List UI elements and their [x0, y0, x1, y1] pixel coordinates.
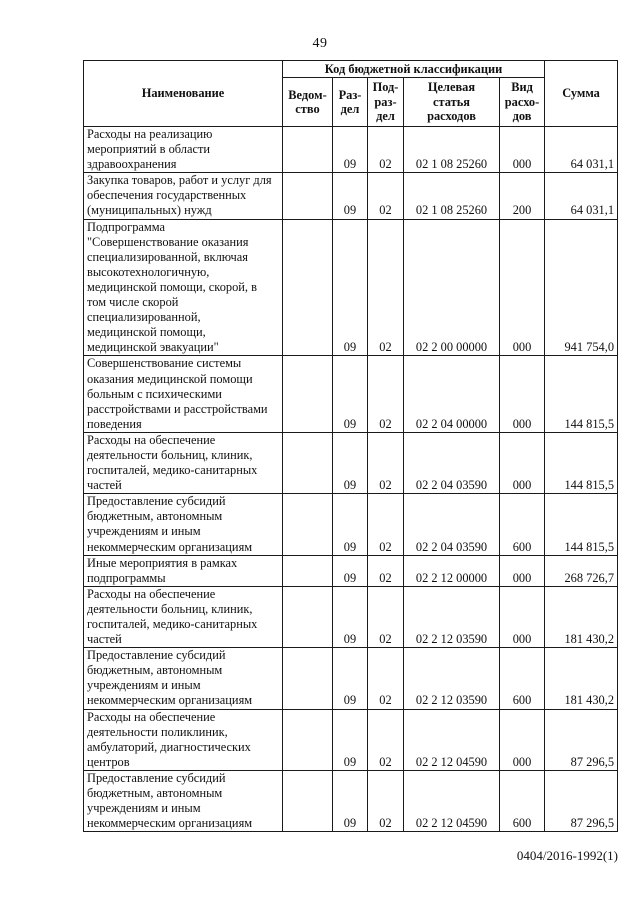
row-subsection: 02 — [368, 648, 404, 709]
table-row — [84, 356, 618, 432]
row-section: 09 — [333, 555, 368, 586]
row-department — [283, 586, 333, 647]
row-sum: 181 430,2 — [545, 648, 618, 709]
row-section: 09 — [333, 770, 368, 831]
row-target-article: 02 1 08 25260 — [404, 173, 500, 219]
table-row — [84, 709, 618, 770]
header-subsection: Под- раз- дел — [368, 78, 404, 127]
row-name: Иные мероприятия в рамках подпрограммы — [84, 555, 283, 586]
row-subsection: 02 — [368, 432, 404, 493]
row-target-article: 02 2 00 00000 — [404, 219, 500, 356]
table-body — [84, 127, 618, 832]
document-code: 0404/2016-1992(1) — [516, 848, 618, 863]
row-expense-type: 000 — [500, 709, 545, 770]
row-name: Предоставление субсидий бюджетным, автономным учреждениям и иным некоммерческим организациям — [84, 648, 283, 709]
row-department — [283, 494, 333, 555]
table-row — [84, 127, 618, 173]
row-expense-type: 000 — [500, 432, 545, 493]
page-number: 49 — [312, 36, 328, 51]
row-subsection: 02 — [368, 494, 404, 555]
table-row — [84, 173, 618, 219]
row-department — [283, 173, 333, 219]
row-target-article: 02 2 12 04590 — [404, 770, 500, 831]
row-sum: 87 296,5 — [545, 770, 618, 831]
row-target-article: 02 1 08 25260 — [404, 127, 500, 173]
row-sum: 144 815,5 — [545, 356, 618, 432]
row-name: Закупка товаров, работ и услуг для обеспечения государственных (муниципальных) нужд — [84, 173, 283, 219]
row-sum: 144 815,5 — [545, 432, 618, 493]
row-subsection: 02 — [368, 219, 404, 356]
header-section: Раз- дел — [333, 78, 368, 127]
row-subsection: 02 — [368, 586, 404, 647]
row-section: 09 — [333, 432, 368, 493]
row-expense-type: 000 — [500, 356, 545, 432]
row-name: Совершенствование системы оказания медицинской помощи больным с психическими расстройствами и расстройствами поведения — [84, 356, 283, 432]
row-department — [283, 219, 333, 356]
row-target-article: 02 2 12 04590 — [404, 709, 500, 770]
row-sum: 181 430,2 — [545, 586, 618, 647]
row-target-article: 02 2 12 03590 — [404, 586, 500, 647]
row-section: 09 — [333, 494, 368, 555]
row-sum: 64 031,1 — [545, 173, 618, 219]
header-sum: Сумма — [545, 61, 618, 127]
row-department — [283, 770, 333, 831]
row-section: 09 — [333, 127, 368, 173]
table-row — [84, 555, 618, 586]
row-name: Расходы на обеспечение деятельности поликлиник, амбулаторий, диагностических центров — [84, 709, 283, 770]
row-name: Расходы на реализацию мероприятий в области здравоохранения — [84, 127, 283, 173]
header-target-article: Целевая статья расходов — [404, 78, 500, 127]
table-row — [84, 219, 618, 356]
row-department — [283, 555, 333, 586]
row-sum: 64 031,1 — [545, 127, 618, 173]
table-row — [84, 586, 618, 647]
row-name: Подпрограмма "Совершенствование оказания специализированной, включая высокотехнологичную, медицинской помощи, скорой, в том числе скорой специализированной, медицинской помощи, медицинской эвакуации" — [84, 219, 283, 356]
table-row — [84, 648, 618, 709]
row-sum: 87 296,5 — [545, 709, 618, 770]
row-expense-type: 600 — [500, 648, 545, 709]
table-row — [84, 494, 618, 555]
row-target-article: 02 2 04 03590 — [404, 432, 500, 493]
row-department — [283, 432, 333, 493]
row-section: 09 — [333, 173, 368, 219]
header-expense-type: Вид расхо- дов — [500, 78, 545, 127]
row-sum: 144 815,5 — [545, 494, 618, 555]
row-subsection: 02 — [368, 709, 404, 770]
row-subsection: 02 — [368, 173, 404, 219]
row-department — [283, 648, 333, 709]
row-subsection: 02 — [368, 770, 404, 831]
budget-table — [83, 60, 618, 832]
row-subsection: 02 — [368, 127, 404, 173]
row-sum: 941 754,0 — [545, 219, 618, 356]
header-budget-classification-code: Код бюджетной классификации — [283, 61, 545, 78]
row-expense-type: 600 — [500, 494, 545, 555]
row-target-article: 02 2 04 00000 — [404, 356, 500, 432]
row-section: 09 — [333, 648, 368, 709]
row-target-article: 02 2 12 00000 — [404, 555, 500, 586]
row-subsection: 02 — [368, 356, 404, 432]
row-department — [283, 127, 333, 173]
row-expense-type: 000 — [500, 219, 545, 356]
row-expense-type: 600 — [500, 770, 545, 831]
row-expense-type: 200 — [500, 173, 545, 219]
row-section: 09 — [333, 709, 368, 770]
table-row — [84, 770, 618, 831]
row-subsection: 02 — [368, 555, 404, 586]
row-expense-type: 000 — [500, 586, 545, 647]
row-name: Предоставление субсидий бюджетным, автономным учреждениям и иным некоммерческим организациям — [84, 770, 283, 831]
header-name: Наименование — [84, 61, 283, 127]
row-department — [283, 356, 333, 432]
row-section: 09 — [333, 356, 368, 432]
row-name: Расходы на обеспечение деятельности больниц, клиник, госпиталей, медико-санитарных частей — [84, 432, 283, 493]
row-name: Предоставление субсидий бюджетным, автономным учреждениям и иным некоммерческим организациям — [84, 494, 283, 555]
row-section: 09 — [333, 586, 368, 647]
row-expense-type: 000 — [500, 555, 545, 586]
header-department: Ведом- ство — [283, 78, 333, 127]
row-target-article: 02 2 04 03590 — [404, 494, 500, 555]
row-department — [283, 709, 333, 770]
row-section: 09 — [333, 219, 368, 356]
row-target-article: 02 2 12 03590 — [404, 648, 500, 709]
row-expense-type: 000 — [500, 127, 545, 173]
table-row — [84, 432, 618, 493]
row-sum: 268 726,7 — [545, 555, 618, 586]
row-name: Расходы на обеспечение деятельности больниц, клиник, госпиталей, медико-санитарных частей — [84, 586, 283, 647]
